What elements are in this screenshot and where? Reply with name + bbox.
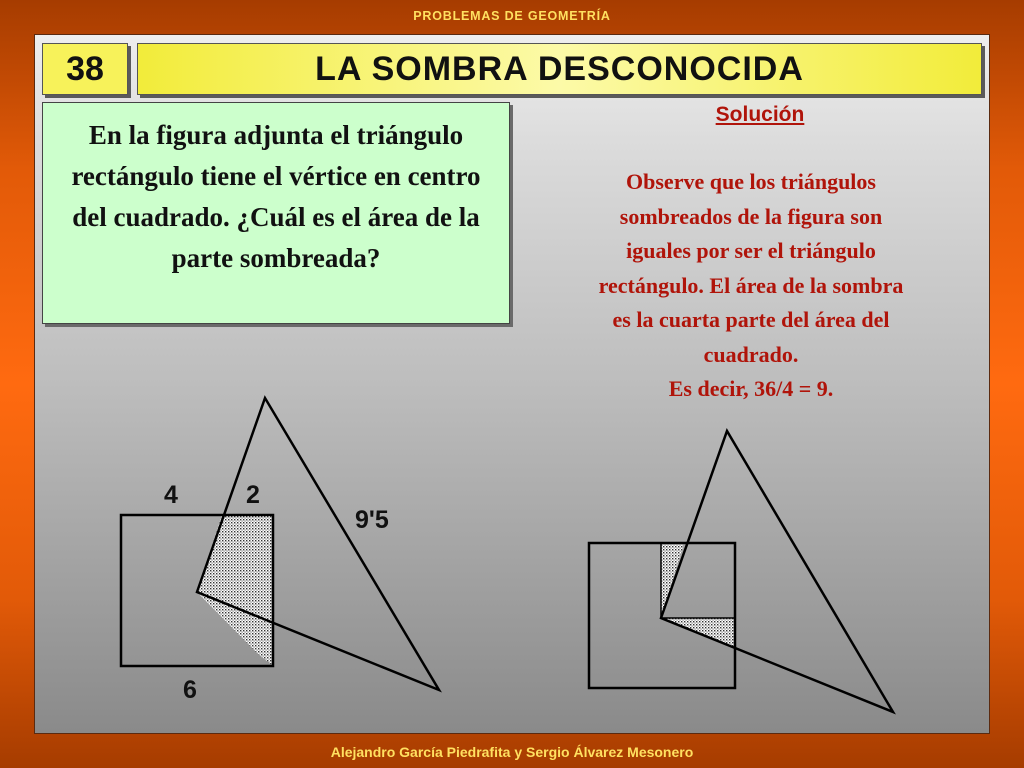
solution-heading: Solución <box>715 103 805 126</box>
problem-title: LA SOMBRA DESCONOCIDA <box>137 43 982 95</box>
label-segment-2: 2 <box>246 481 260 509</box>
label-side-6: 6 <box>183 676 197 704</box>
right-figure <box>589 431 893 712</box>
solution-line: es la cuarta parte del área del <box>612 307 890 332</box>
label-hypotenuse-9-5: 9'5 <box>355 506 389 534</box>
solution-line: Es decir, 36/4 = 9. <box>668 376 834 401</box>
problem-statement-text: En la figura adjunta el triángulo rectángulo tiene el vértice en centro del cuadrado. ¿Cuál es el área de la parte sombreada? <box>71 120 481 273</box>
header-title: PROBLEMAS DE GEOMETRÍA <box>413 9 611 23</box>
solution-line: sombreados de la figura son <box>619 203 883 229</box>
solution-line: iguales por ser el triángulo <box>626 238 876 263</box>
solution-line: Observe que los triángulos <box>626 169 876 194</box>
solution-line: rectángulo. El área de la sombra <box>598 272 904 298</box>
label-segment-4: 4 <box>164 481 178 509</box>
left-figure <box>121 398 439 704</box>
problem-number-badge: 38 <box>42 43 128 95</box>
footer-authors: Alejandro García Piedrafita y Sergio Álvarez Mesonero <box>330 744 694 760</box>
solution-line: cuadrado. <box>703 341 799 367</box>
left-shaded-region <box>197 515 273 666</box>
right-right-triangle <box>661 431 893 712</box>
